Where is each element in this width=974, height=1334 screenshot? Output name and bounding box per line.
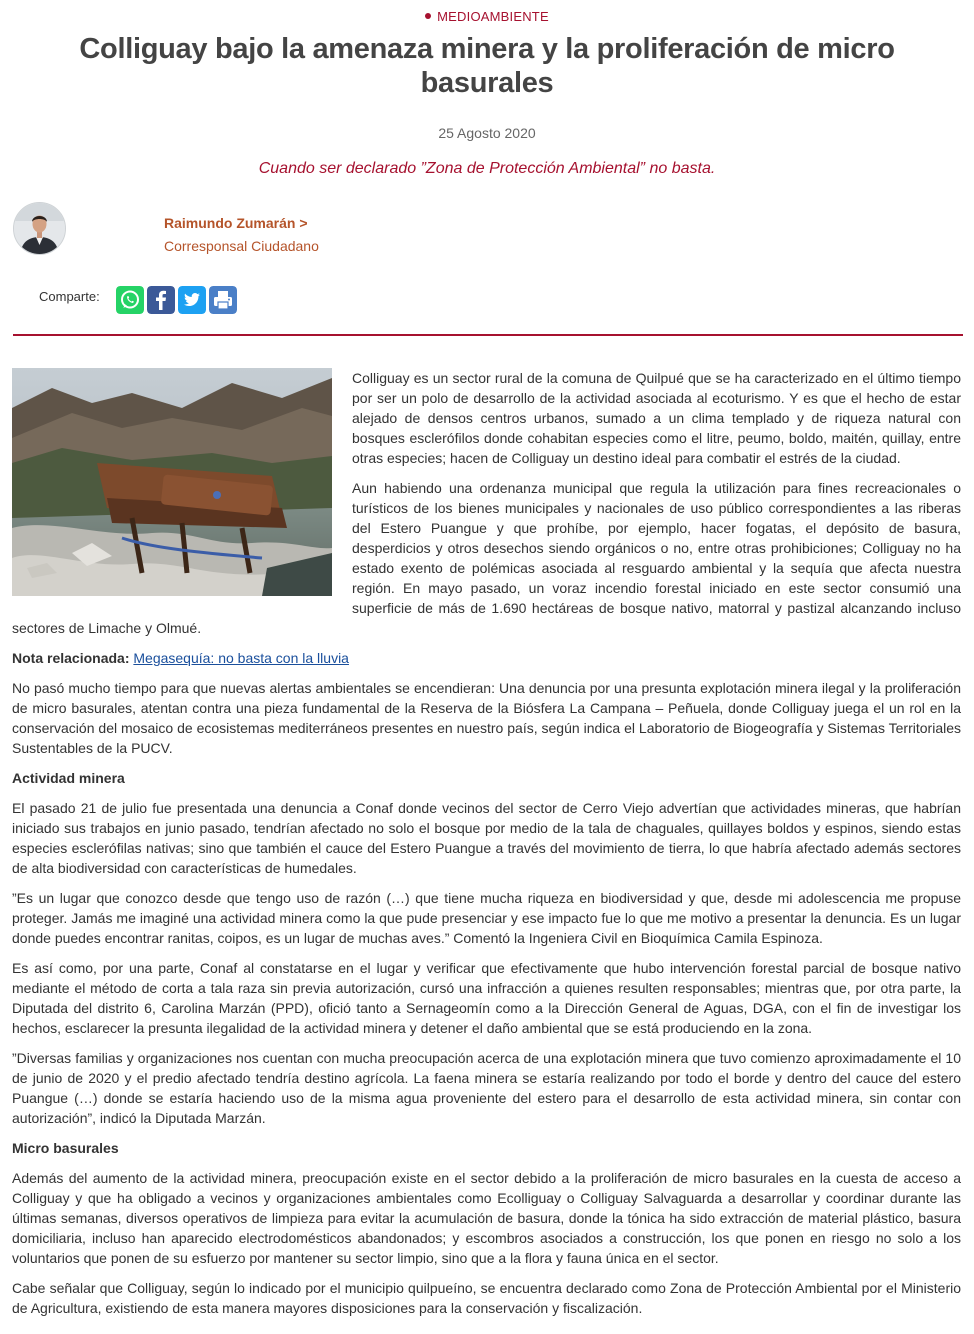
header-divider: [13, 334, 963, 336]
article-paragraph-8: Además del aumento de la actividad minera, preocupación existe en el sector debido a la proliferación de micro basurales en la cuesta de acceso a Colliguay y que ha obligado a vecinos y organizaciones ambientales como Ecolliguay o Colliguay Salvaguarda a desarrollar y coordinar durante las últimas semanas, diversos operativos de limpieza para evitar la acumulación de basura, donde la tónica ha sido extracción de material plástico, basura domiciliaria, incluso han aparecido electrodomésticos abandonados; y escombros asociados a construcción, los que ponen en riesgo no solo a los voluntarios que ponen de su esfuerzo por mantener su sector limpio, sino que a la flora y fauna única en el sector.: [12, 1170, 961, 1266]
author-avatar[interactable]: [13, 202, 66, 255]
twitter-icon[interactable]: [178, 286, 206, 314]
page-title: Colliguay bajo la amenaza minera y la proliferación de micro basurales: [79, 33, 895, 99]
share-buttons: [116, 286, 237, 314]
article-paragraph-4: El pasado 21 de julio fue presentada una denuncia a Conaf donde vecinos del sector de Cerro Viejo advertían que actividades mineras, que habrían iniciado sus trabajos en junio pasado, tendrían afectado no solo el bosque por medio de la tala de chaguales, quillayes boldos y espinos, siendo estas especies esclerófilas nativas; sino que también el cauce del Estero Puangue a través del movimiento de tierra, lo que habría afectado además sectores de alta biodiversidad con características de humedales.: [12, 800, 961, 876]
article-paragraph-3: No pasó mucho tiempo para que nuevas alertas ambientales se encendieran: Una denuncia por una presunta explotación minera ilegal y la proliferación de micro basurales, atentan contra una pieza fundamental de la Reserva de la Biósfera La Campana – Peñuela, donde Colliguay juega el un rol en la conservación del mosaico de ecosistemas mediterráneos presentes en nuestro país, según indica el Laboratorio de Biogeografía y Sistemas Territoriales Sustentables de la PUCV.: [12, 680, 961, 756]
author-photo-icon: [14, 203, 65, 254]
author-name-link[interactable]: Raimundo Zumarán >: [164, 215, 308, 231]
article-subtitle: Cuando ser declarado ”Zona de Protección Ambiental” no basta.: [258, 160, 716, 177]
related-note-label: Nota relacionada:: [12, 650, 130, 666]
section-heading-dumps: Micro basurales: [12, 1140, 119, 1156]
author-role: Corresponsal Ciudadano: [164, 238, 319, 254]
mining-equipment-photo: [12, 368, 332, 596]
related-note: [12, 648, 961, 668]
article-paragraph-1: Colliguay es un sector rural de la comuna de Quilpué que se ha caracterizado en el último tiempo por ser un polo de desarrollo de la actividad asociada al ecoturismo. Y es que el hecho de estar alejado de densos centros urbanos, sumado a un clima templado y de riqueza natural con bosques esclerófilos donde cohabitan especies como el litre, peumo, boldo, maitén, quillay, entre otras especies; hacen de Colliguay un destino ideal para combatir el estrés de la ciudad.: [352, 370, 961, 466]
article-paragraph-5: ”Es un lugar que conozco desde que tengo uso de razón (…) que tiene mucha riqueza en biodiversidad y que, desde mi adolescencia me propuse proteger. Jamás me imaginé una actividad minera como la que pude presenciar y ese impacto fue lo que me motivo a presentar la denuncia. Es un lugar donde puedes encontrar ranitas, coipos, es un lugar de muchas aves.” Comentó la Ingeniera Civil en Bioquímica Camila Espinoza.: [12, 890, 961, 946]
article-body: [12, 368, 961, 1328]
related-note-link[interactable]: Megasequía: no basta con la lluvia: [133, 650, 349, 666]
whatsapp-icon[interactable]: [116, 286, 144, 314]
print-icon[interactable]: [209, 286, 237, 314]
category-dot-icon: [425, 13, 431, 19]
article-paragraph-9: Cabe señalar que Colliguay, según lo indicado por el municipio quilpueíno, se encuentra declarado como Zona de Protección Ambiental por el Ministerio de Agricultura, existiendo de esta manera mayores disposiciones para la conservación y fiscalización.: [12, 1280, 961, 1316]
facebook-icon[interactable]: [147, 286, 175, 314]
category-label[interactable]: [0, 9, 974, 24]
article-paragraph-2: Aun habiendo una ordenanza municipal que regula la utilización para fines recreacionales o turísticos de los bienes municipales y nacionales de uso público correspondientes a las riberas del Estero Puangue y que prohíbe, por ejemplo, hacer fogatas, el depósito de basura, desperdicios y otros desechos siendo orgánicos o no, entre otras prohibiciones; Colliguay no ha estado exento de polémicas asociada al resguardo ambiental y la sequía que afecta nuestra región. En mayo pasado, un voraz incendio forestal iniciado en este sector consumió una superficie de más de 1.690 hectáreas de bosque nativo, matorral y pastizal alcanzando incluso sectores de Limache y Olmué.: [12, 480, 961, 636]
category-text[interactable]: MEDIOAMBIENTE: [437, 9, 549, 24]
publish-date: 25 Agosto 2020: [438, 125, 536, 141]
article-paragraph-7: ”Diversas familias y organizaciones nos cuentan con mucha preocupación acerca de una explotación minera que tuvo comienzo aproximadamente el 10 de junio de 2020 y el predio afectado tendría destino agrícola. La faena minera se estaría realizando por todo el borde y dentro del cauce del estero Puangue (…) donde se estaría haciendo uso de la misma agua proveniente del estero para el desarrollo de esta actividad minera, sin contar con autorización”, indicó la Diputada Marzán.: [12, 1050, 961, 1126]
article-paragraph-6: Es así como, por una parte, Conaf al constatarse en el lugar y verificar que efectivamente que hubo intervención forestal parcial de bosque nativo mediante el método de corta a tala raza sin previa autorización, cursó una infracción a quienes resulten responsables; mientras que, por otra parte, la Diputada del distrito 6, Carolina Marzán (PPD), ofició tanto a Sernageomín como a la Dirección General de Aguas, DGA, con el fin de investigar los hechos, esclarecer la presunta ilegalidad de la actividad minera y detener el daño ambiental que se está produciendo en la zona.: [12, 960, 961, 1036]
share-label: Comparte:: [39, 289, 100, 304]
section-heading-mining: Actividad minera: [12, 770, 125, 786]
